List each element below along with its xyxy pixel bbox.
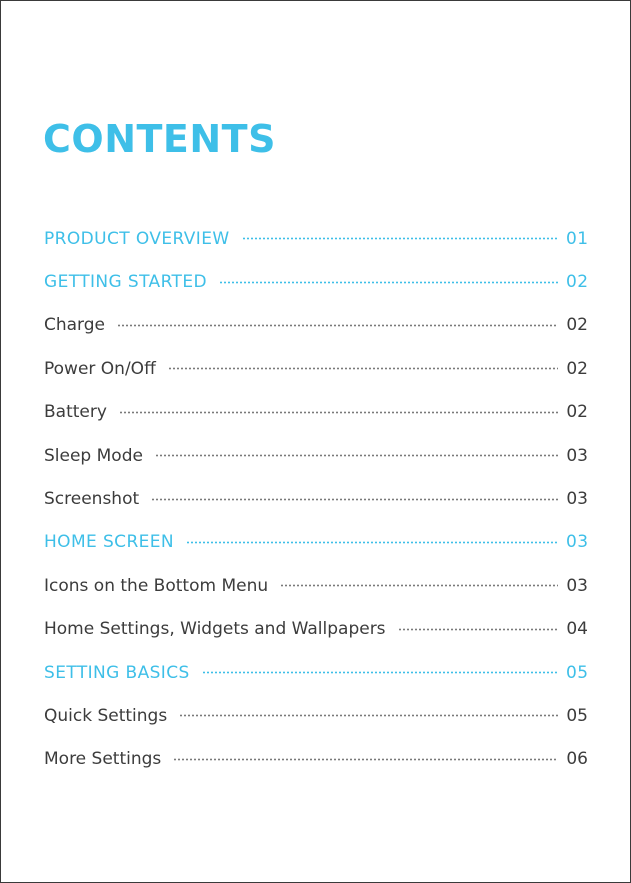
- toc-entry[interactable]: [44, 694, 588, 737]
- table-of-contents: [44, 217, 588, 781]
- toc-entry-label: Battery: [44, 402, 107, 423]
- toc-entry-label: SETTING BASICS: [44, 662, 190, 683]
- toc-entry-page: 02: [566, 402, 588, 423]
- dot-leader: [398, 626, 558, 632]
- toc-entry[interactable]: [44, 347, 588, 390]
- dot-leader: [219, 279, 558, 285]
- toc-entry-page: 03: [566, 445, 588, 466]
- toc-entry[interactable]: [44, 564, 588, 607]
- toc-entry[interactable]: [44, 434, 588, 477]
- dot-leader: [186, 539, 558, 545]
- toc-entry-page: 01: [566, 228, 589, 249]
- toc-entry-page: 04: [566, 619, 588, 640]
- toc-entry-label: HOME SCREEN: [44, 532, 175, 553]
- toc-entry-label: Quick Settings: [44, 705, 168, 726]
- toc-entry-page: 03: [566, 575, 588, 596]
- toc-entry[interactable]: [44, 260, 588, 303]
- toc-entry-page: 02: [566, 358, 588, 379]
- toc-entry-page: 02: [566, 272, 589, 293]
- dot-leader: [119, 409, 558, 415]
- toc-entry[interactable]: [44, 738, 588, 781]
- toc-entry[interactable]: [44, 521, 588, 564]
- toc-entry-label: Screenshot: [44, 489, 140, 510]
- toc-entry-page: 05: [566, 662, 589, 683]
- toc-entry-label: Power On/Off: [44, 358, 156, 379]
- toc-entry[interactable]: [44, 651, 588, 694]
- toc-entry-page: 05: [566, 705, 588, 726]
- dot-leader: [242, 236, 558, 242]
- toc-entry-label: PRODUCT OVERVIEW: [44, 228, 230, 249]
- toc-entry-label: Home Settings, Widgets and Wallpapers: [44, 619, 386, 640]
- page-title: CONTENTS: [43, 117, 276, 161]
- toc-entry[interactable]: [44, 304, 588, 347]
- dot-leader: [173, 756, 558, 762]
- dot-leader: [168, 366, 558, 372]
- toc-entry-label: GETTING STARTED: [44, 272, 207, 293]
- toc-entry-page: 06: [566, 749, 588, 770]
- toc-entry-label: More Settings: [44, 749, 162, 770]
- toc-entry[interactable]: [44, 477, 588, 520]
- dot-leader: [117, 322, 558, 328]
- toc-entry-label: Sleep Mode: [44, 445, 143, 466]
- toc-entry-page: 03: [566, 532, 589, 553]
- dot-leader: [151, 496, 558, 502]
- toc-entry[interactable]: [44, 217, 588, 260]
- toc-entry-label: Icons on the Bottom Menu: [44, 575, 269, 596]
- dot-leader: [155, 453, 558, 459]
- toc-entry-label: Charge: [44, 315, 106, 336]
- dot-leader: [280, 583, 558, 589]
- dot-leader: [179, 713, 558, 719]
- toc-entry[interactable]: [44, 391, 588, 434]
- toc-entry-page: 03: [566, 489, 588, 510]
- toc-entry-page: 02: [566, 315, 588, 336]
- dot-leader: [202, 670, 558, 676]
- toc-entry[interactable]: [44, 608, 588, 651]
